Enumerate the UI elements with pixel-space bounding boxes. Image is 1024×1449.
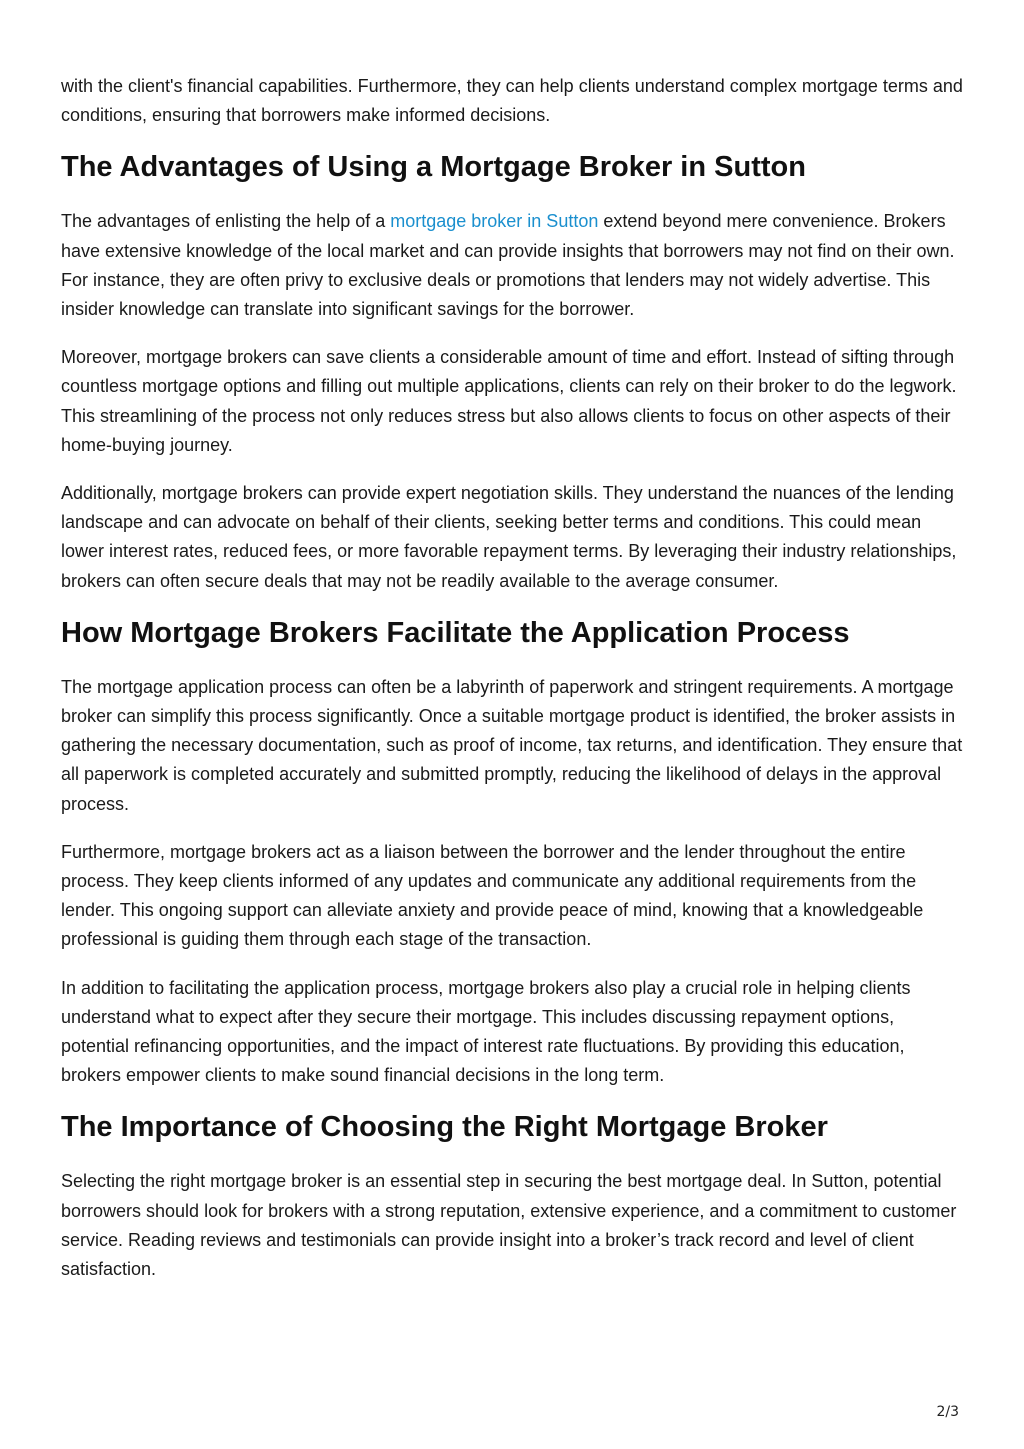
paragraph: Moreover, mortgage brokers can save clients a considerable amount of time and effort. Instead of sifting through countless mortgage options and filling out multiple applications, clients can rely on their broker to do the legwork. This streamlining of the process not only reduces stress but also allows clients to focus on other aspects of their home-buying journey. — [61, 347, 957, 455]
section-choosing-broker — [61, 1109, 963, 1284]
paragraph: Additionally, mortgage brokers can provide expert negotiation skills. They understand the nuances of the lending landscape and can advocate on behalf of their clients, seeking better terms and conditions. This could mean lower interest rates, reduced fees, or more favorable repayment terms. By leveraging their industry relationships, brokers can often secure deals that may not be readily available to the average consumer. — [61, 483, 957, 591]
intro-paragraph: with the client's financial capabilities. Furthermore, they can help clients understand complex mortgage terms and conditions, ensuring that borrowers make informed decisions. — [61, 76, 963, 126]
mortgage-broker-link[interactable]: mortgage broker in Sutton — [390, 211, 599, 232]
document-page — [61, 72, 963, 1303]
paragraph: The mortgage application process can often be a labyrinth of paperwork and stringent requirements. A mortgage broker can simplify this process significantly. Once a suitable mortgage product is identified, the broker assists in gathering the necessary documentation, such as proof of income, tax returns, and identification. They ensure that all paperwork is completed accurately and submitted promptly, reducing the likelihood of delays in the approval process. — [61, 676, 963, 814]
section-heading: How Mortgage Brokers Facilitate the Application Process — [61, 616, 850, 649]
paragraph — [61, 207, 963, 324]
paragraph: Selecting the right mortgage broker is an essential step in securing the best mortgage deal. In Sutton, potential borrowers should look for brokers with a strong reputation, extensive experience, and a commitment to customer service. Reading reviews and testimonials can provide insight into a broker’s track record and level of client satisfaction. — [61, 1171, 957, 1280]
paragraph-text: The advantages of enlisting the help of a — [61, 211, 391, 232]
paragraph: Furthermore, mortgage brokers act as a liaison between the borrower and the lender throughout the entire process. They keep clients informed of any updates and communicate any additional requirements from the lender. This ongoing support can alleviate anxiety and provide peace of mind, knowing that a knowledgeable professional is guiding them through each stage of the transaction. — [61, 841, 924, 950]
section-heading: The Advantages of Using a Mortgage Broker in Sutton — [61, 151, 806, 184]
paragraph: In addition to facilitating the application process, mortgage brokers also play a crucial role in helping clients understand what to expect after they secure their mortgage. This includes discussing repayment options, potential refinancing opportunities, and the impact of interest rate fluctuations. By providing this education, brokers empower clients to make sound financial decisions in the long term. — [61, 977, 911, 1086]
section-advantages — [61, 149, 963, 595]
section-application-process — [61, 615, 963, 1091]
section-heading: The Importance of Choosing the Right Mortgage Broker — [61, 1111, 828, 1144]
page-number: 2/3 — [936, 1404, 959, 1420]
paragraph-text: extend beyond mere convenience. Brokers have extensive knowledge of the local market and can provide insights that borrowers may not find on their own. For instance, they are often privy to exclusive deals or promotions that lenders may not widely advertise. This insider knowledge can translate into significant savings for the borrower. — [61, 211, 955, 320]
